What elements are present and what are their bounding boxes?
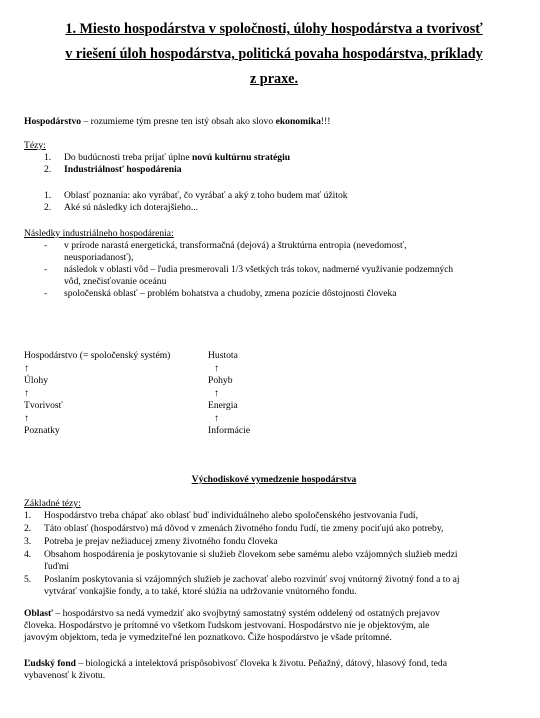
basic-thesis-line: Poslaním poskytovania si vzájomných služieb je zachovať alebo rozvinúť svoj vnútorný životný fond a to aj <box>44 574 460 585</box>
thesis-number: 2. <box>44 164 52 175</box>
up-arrow-icon: ↑ <box>24 413 29 424</box>
fond-term: Ľudský fond <box>24 658 76 669</box>
thesis-item: Oblasť poznania: ako vyrábať, čo vyrábať a aký z toho budem mať úžitok <box>64 190 348 201</box>
intro-paragraph <box>24 116 330 128</box>
thesis-text: Do budúcnosti treba prijať úplne <box>64 152 192 163</box>
thesis-number: 1. <box>24 510 32 521</box>
section-heading: Východiskové vymedzenie hospodárstva <box>191 474 357 485</box>
up-arrow-icon: ↑ <box>24 363 29 374</box>
consequences-heading: Následky industriálneho hospodárenia: <box>24 228 174 239</box>
consequence-line: spoločenská oblasť – problém bohatstva a chudoby, zmena pozície dôstojnosti človeka <box>64 288 397 299</box>
hierarchy-right-item: Hustota <box>208 350 238 361</box>
thesis-item: Aké sú následky ich doterajšieho... <box>64 202 199 213</box>
intro-term2: ekonomika <box>275 116 321 127</box>
up-arrow-icon: ↑ <box>214 413 219 424</box>
basic-thesis-line: ľuďmi <box>44 561 70 572</box>
consequence-line: vôd, znečisťovanie oceánu <box>64 276 167 287</box>
basic-theses-heading: Základné tézy: <box>24 498 81 509</box>
intro-text-before: – rozumieme tým presne ten istý obsah ako slovo <box>81 116 276 127</box>
thesis-number: 5. <box>24 574 32 585</box>
hierarchy-right-item: Informácie <box>208 425 251 436</box>
basic-thesis-line: Obsahom hospodárenia je poskytovanie si služieb človekom sebe samému alebo vzájomných služieb medzi <box>44 549 458 560</box>
basic-thesis-line: Hospodárstvo treba chápať ako oblasť buď individuálneho alebo spoločenského jestvovania ľudí, <box>44 510 418 521</box>
thesis-number: 1. <box>44 190 52 201</box>
hierarchy-left-item: Hospodárstvo (= spoločenský systém) <box>24 350 171 361</box>
thesis-number: 2. <box>24 523 32 534</box>
thesis-item <box>64 164 182 176</box>
thesis-number: 4. <box>24 549 32 560</box>
title-line-1: 1. Miesto hospodárstva v spoločnosti, úlohy hospodárstva a tvorivosť <box>65 21 483 37</box>
consequence-line: neusporiadanosť), <box>64 252 134 263</box>
up-arrow-icon: ↑ <box>24 388 29 399</box>
hierarchy-right-item: Pohyb <box>208 375 233 386</box>
theses-heading: Tézy: <box>24 140 46 151</box>
paragraph-line: vybavenosť k životu. <box>24 670 106 681</box>
basic-thesis-line: Táto oblasť (hospodárstvo) má dôvod v zmenách životného fondu ľudí, tie zmeny pociťujú ako potreby, <box>44 523 444 534</box>
thesis-number: 3. <box>24 536 32 547</box>
hierarchy-left-item: Tvorivosť <box>24 400 63 411</box>
up-arrow-icon: ↑ <box>214 363 219 374</box>
consequence-line: v prírode narastá energetická, transformačná (dejová) a štruktúrna entropia (nevedomosť, <box>64 240 407 251</box>
title-line-3: z praxe. <box>249 71 299 87</box>
oblast-term: Oblasť <box>24 608 53 619</box>
up-arrow-icon: ↑ <box>214 388 219 399</box>
thesis-number: 1. <box>44 152 52 163</box>
basic-thesis-line: Potreba je prejav nežiaducej zmeny životného fondu človeka <box>44 536 278 547</box>
paragraph-line <box>24 658 447 670</box>
list-dash: - <box>44 288 48 299</box>
hierarchy-left-item: Poznatky <box>24 425 60 436</box>
thesis-bold: novú kultúrnu stratégiu <box>192 152 291 163</box>
hierarchy-right-item: Energia <box>208 400 238 411</box>
fond-text: – biologická a intelektová prispôsobivosť človeka k životu. Peňažný, dátový, hlasový fond, teda <box>76 658 447 669</box>
document-title <box>24 17 524 92</box>
thesis-number: 2. <box>44 202 52 213</box>
thesis-item <box>64 152 290 164</box>
paragraph-line: človeka. Hospodárstvo je prítomné vo všetkom ľudskom jestvovaní. Hospodárstvo nie je objektovým, ale <box>24 620 430 631</box>
list-dash: - <box>44 240 48 251</box>
intro-text-after: !!! <box>320 116 331 127</box>
consequence-line: následok v oblasti vôd – ľudia presmerovali 1/3 všetkých trás tokov, nadmerné využívanie podzemných <box>64 265 454 275</box>
paragraph-line: javovým objektom, teda je vymedziteľné len poznatkovo. Čiže hospodárstvo je všade prítomné. <box>24 632 392 643</box>
intro-term: Hospodárstvo <box>24 116 82 127</box>
paragraph-line <box>24 608 440 620</box>
title-line-2: v riešení úloh hospodárstva, politická povaha hospodárstva, príklady <box>65 46 483 62</box>
list-dash: - <box>44 264 48 275</box>
thesis-bold: Industriálnosť hospodárenia <box>64 164 182 175</box>
basic-thesis-line: vytvárať vonkajšie fondy, a to také, ktoré slúžia na udržovanie vnútorného fondu. <box>44 586 357 597</box>
hierarchy-left-item: Úlohy <box>24 375 48 386</box>
oblast-text: – hospodárstvo sa nedá vymedziť ako svojbytný samostatný systém oddelený od ostatných prejavov <box>53 608 440 619</box>
